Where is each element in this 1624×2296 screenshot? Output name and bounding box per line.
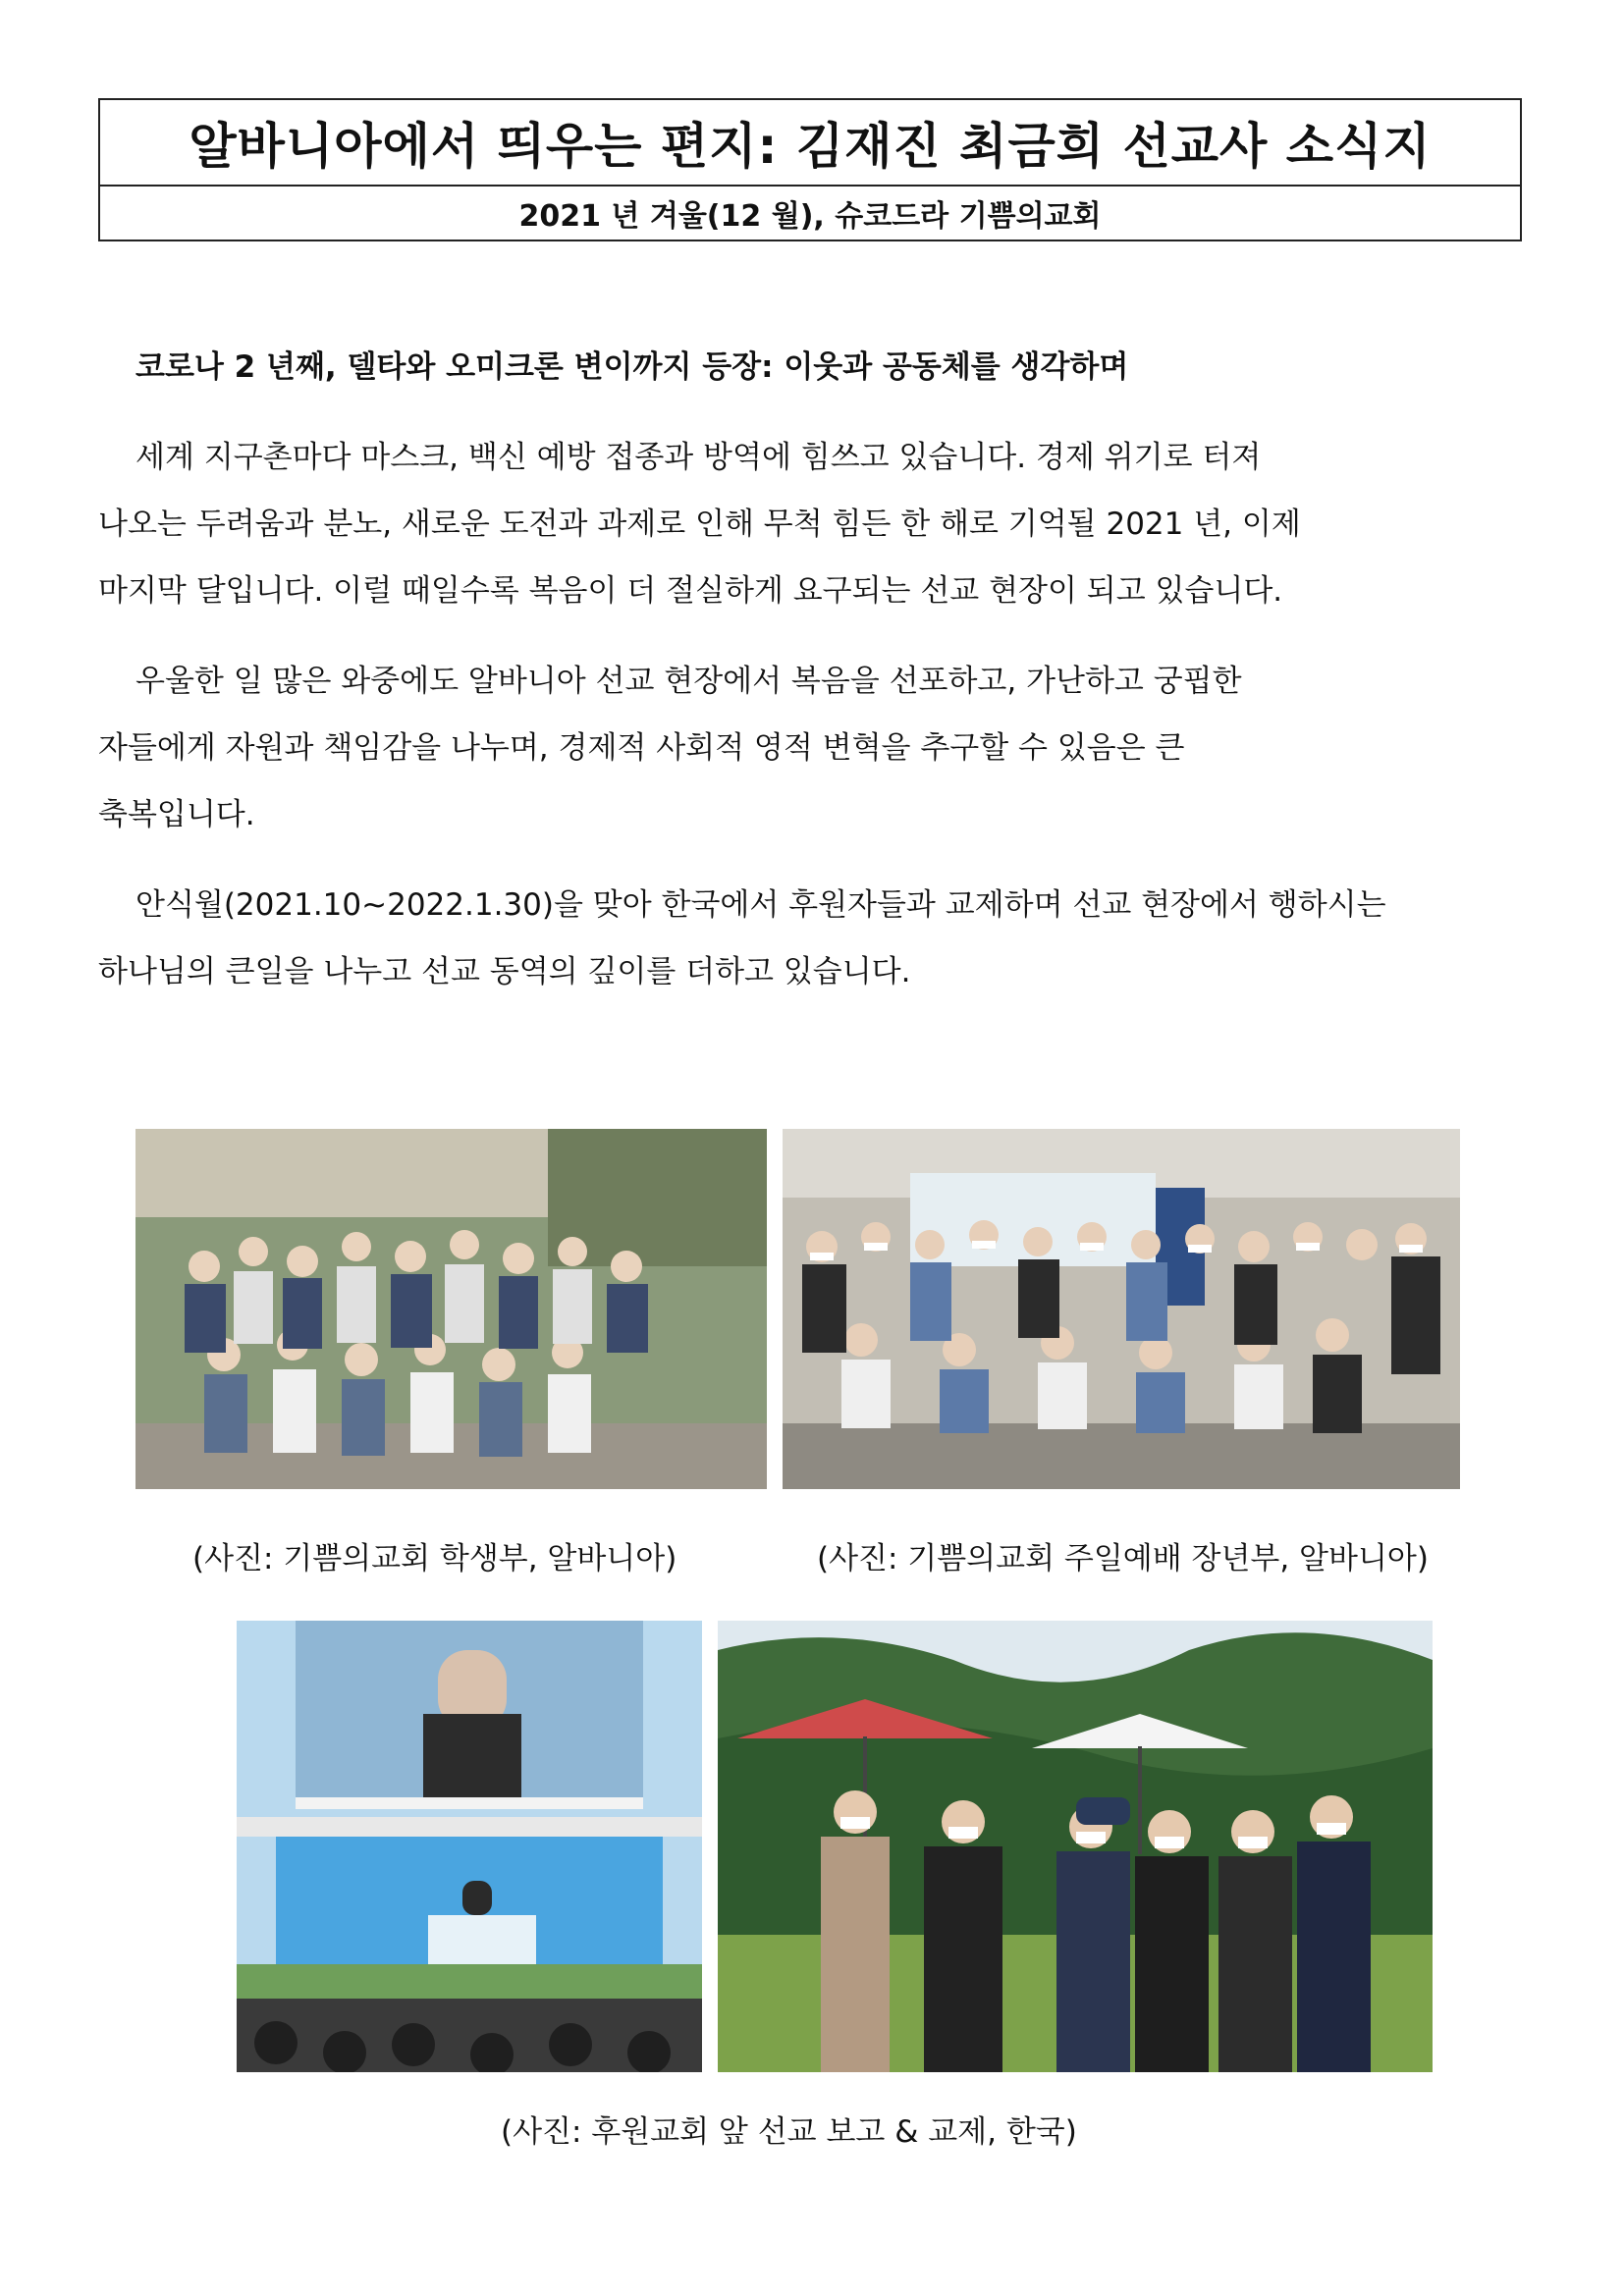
caption-korea: (사진: 후원교회 앞 선교 보고 & 교제, 한국) [501,2114,1077,2150]
newsletter-title: 알바니아에서 띄우는 편지: 김재진 최금희 선교사 소식지 [100,100,1520,187]
paragraph-line: 하나님의 큰일을 나누고 선교 동역의 깊이를 더하고 있습니다. [98,954,911,989]
paragraph-line: 나오는 두려움과 분노, 새로운 도전과 과제로 인해 무척 힘든 한 해로 기억될 2021 년, 이제 [98,507,1301,542]
paragraph-line: 자들에게 자원과 책임감을 나누며, 경제적 사회적 영적 변혁을 추구할 수 있음은 큰 [98,730,1185,766]
paragraph-1 [98,424,1522,624]
paragraph-line: 세계 지구촌마다 마스크, 백신 예방 접종과 방역에 힘쓰고 있습니다. 경제 위기로 터져 [135,440,1262,475]
newsletter-header [98,98,1522,241]
paragraph-line: 축복입니다. [98,797,255,832]
caption-students: (사진: 기쁨의교회 학생부, 알바니아) [192,1541,677,1576]
photo-korea-group [718,1621,1433,2072]
paragraph-3 [98,872,1522,1005]
paragraph-line: 우울한 일 많은 와중에도 알바니아 선교 현장에서 복음을 선포하고, 가난하고 궁핍한 [135,664,1242,699]
photo-students-group [135,1129,767,1489]
newsletter-subtitle: 2021 년 겨울(12 월), 슈코드라 기쁨의교회 [518,199,1102,234]
caption-adults: (사진: 기쁨의교회 주일예배 장년부, 알바니아) [817,1541,1429,1576]
paragraph-line: 안식월(2021.10~2022.1.30)을 맞아 한국에서 후원자들과 교제하며 선교 현장에서 행하시는 [135,887,1386,923]
paragraph-2 [98,648,1522,848]
section-heading: 코로나 2 년째, 델타와 오미크론 변이까지 등장: 이웃과 공동체를 생각하며 [135,349,1129,385]
photo-adults-group [783,1129,1460,1489]
photo-preaching [237,1621,702,2072]
paragraph-line: 마지막 달입니다. 이럴 때일수록 복음이 더 절실하게 요구되는 선교 현장이 되고 있습니다. [98,573,1283,609]
